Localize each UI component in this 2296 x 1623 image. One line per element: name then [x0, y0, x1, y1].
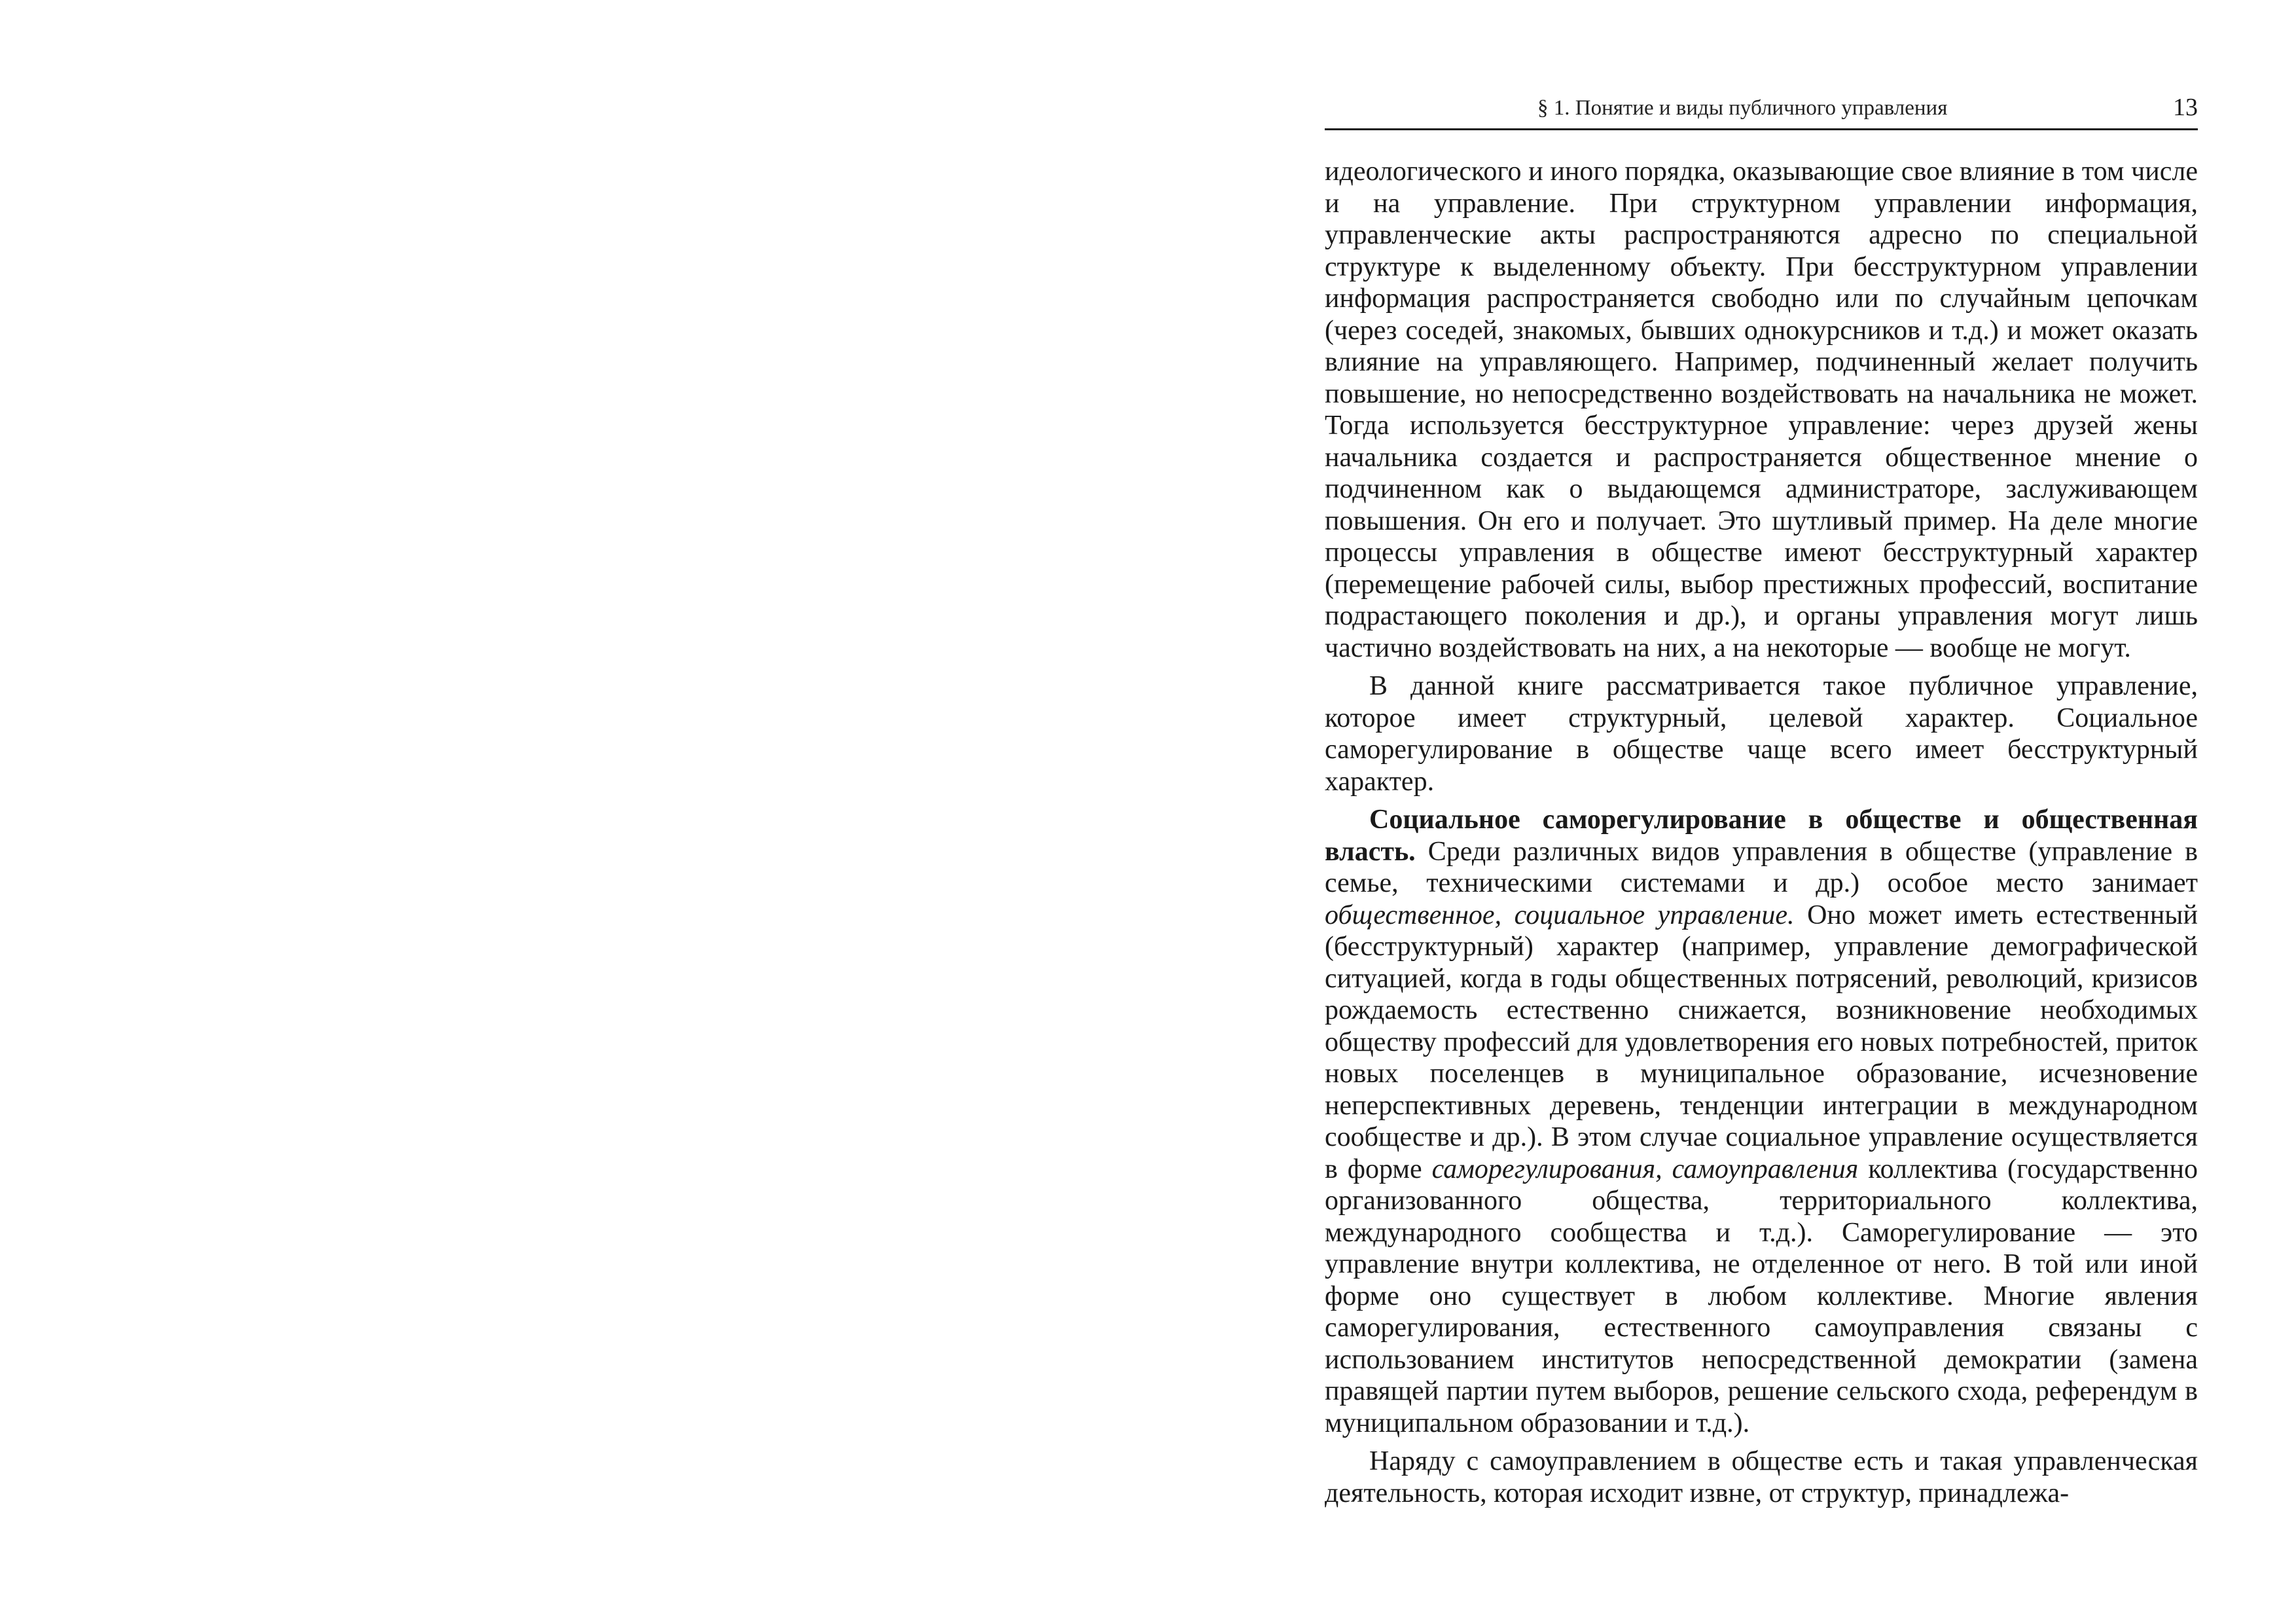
paragraph-3-text-3: коллектива (государственно организованного общества, территориального коллектива, международного сообщества и т.д.). Саморегулирование — это управление внутри коллектива, не отделенное от него. В той или иной форме оно существует в любом коллективе. Многие явления саморегулирования, естественного самоуправления связаны с использованием институтов непосредственной демократии (замена правящей партии путем выборов, решение сельского схода, референдум в муниципальном образовании и т.д.).	[1325, 1154, 2198, 1438]
paragraph-4: Наряду с самоуправлением в обществе есть и такая управленческая деятельность, которая исходит извне, от структур, принадлежа-	[1325, 1446, 2198, 1508]
paragraph-1: идеологического и иного порядка, оказывающие свое влияние в том числе и на управление. При структурном управлении информация, управленческие акты распространяются адресно по специальной структуре к выделенному объекту. При бесструктурном управлении информация распространяется свободно или по случайным цепочкам (через соседей, знакомых, бывших однокурсников и т.д.) и может оказать влияние на управляющего. Например, подчиненный желает получить повышение, но непосредственно воздействовать на начальника не может. Тогда используется бесструктурное управление: через друзей жены начальника создается и распространяется общественное мнение о подчиненном как о выдающемся администраторе, заслуживающем повышения. Он его и получает. Это шутливый пример. На деле многие процессы управления в обществе имеют бесструктурный характер (перемещение рабочей силы, выбор престижных профессий, воспитание подрастающего поколения и др.), и органы управления могут лишь частично воздействовать на них, а на некоторые — вообще не могут.	[1325, 156, 2198, 663]
page-number: 13	[2173, 94, 2198, 121]
running-header	[1325, 90, 2198, 130]
body-text	[1325, 156, 2198, 1516]
paragraph-3-text-1: Среди различных видов управления в обществе (управление в семье, техническими системами и др.) особое место занимает	[1325, 836, 2198, 898]
italic-term-self-regulation: саморегулирования, самоуправления	[1431, 1154, 1859, 1184]
run-in-heading: Социальное саморегулирование в обществе и общественная власть.	[1325, 805, 2198, 867]
paragraph-3-text-2: Оно может иметь естественный (бесструктурный) характер (например, управление демографической ситуацией, когда в годы общественных потрясений, революций, кризисов рождаемость естественно снижается, возникновение необходимых обществу профессий для удовлетворения его новых потребностей, приток новых поселенцев в муниципальное образование, исчезновение неперспективных деревень, тенденции интеграции в международном сообществе и др.). В этом случае социальное управление осуществляется в форме	[1325, 900, 2198, 1184]
paragraph-3	[1325, 804, 2198, 1439]
paragraph-2: В данной книге рассматривается такое публичное управление, которое имеет структурный, целевой характер. Социальное саморегулирование в обществе чаще всего имеет бесструктурный характер.	[1325, 671, 2198, 797]
italic-term-social-management: общественное, социальное управление.	[1325, 900, 1795, 930]
running-title: § 1. Понятие и виды публичного управления	[1537, 96, 1948, 120]
book-page	[1148, 0, 2296, 1623]
